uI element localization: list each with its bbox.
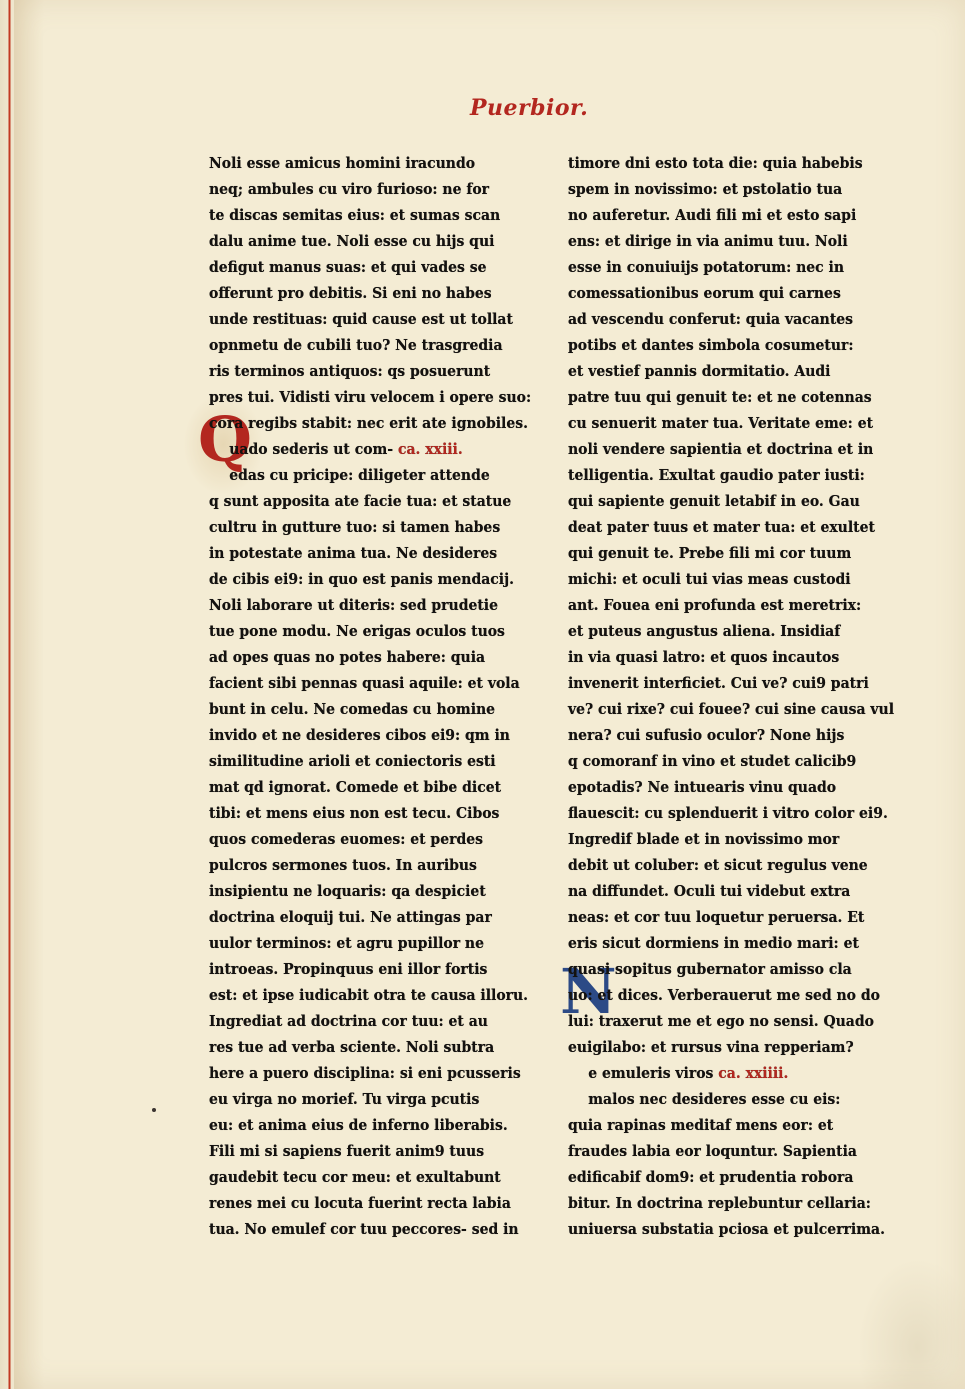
right-column-line: deat pater tuus et mater tua: et exultet (568, 518, 875, 536)
left-column-line: insipientu ne loquaris: qa despiciet (209, 882, 486, 900)
left-column-line: offerunt pro debitis. Si eni no habes (209, 284, 492, 302)
left-column-line: cora regibs stabit: nec erit ate ignobiles. (209, 414, 528, 432)
right-column-line: edificabif dom9: et prudentia robora (568, 1168, 854, 1186)
left-column-line: res tue ad verba sciente. Noli subtra (209, 1038, 495, 1056)
illuminated-initial-q: Q (198, 403, 253, 476)
left-column-line: pulcros sermones tuos. In auribus (209, 856, 477, 874)
left-column-line: facient sibi pennas quasi aquile: et vola (209, 674, 520, 692)
right-column-line: Ingredif blade et in novissimo mor (568, 830, 840, 848)
right-column-line: quia rapinas meditaf mens eor: et (568, 1116, 834, 1134)
right-column-line: noli vendere sapientia et doctrina et in (568, 440, 874, 458)
right-column-line: lui: traxerut me et ego no sensi. Quado (568, 1012, 874, 1030)
left-column-line: mat qd ignorat. Comede et bibe dicet (209, 778, 502, 796)
right-column-line: nera? cui sufusio oculor? None hijs (568, 726, 845, 744)
left-column-line: invido et ne desideres cibos ei9: qm in (209, 726, 510, 744)
left-column-line: ris terminos antiquos: qs posuerunt (209, 362, 491, 380)
right-column-line: no auferetur. Audi fili mi et esto sapi (568, 206, 857, 224)
left-column-line: est: et ipse iudicabit otra te causa illoru. (209, 986, 529, 1004)
left-column-line: uado sederis ut com- ca. xxiii. (229, 440, 463, 458)
left-column-line: similitudine arioli et coniectoris esti (209, 752, 496, 770)
right-column-line: potibs et dantes simbola cosumetur: (568, 336, 854, 354)
right-column-line: fraudes labia eor loquntur. Sapientia (568, 1142, 857, 1160)
right-column-line: ant. Fouea eni profunda est meretrix: (568, 596, 862, 614)
left-column-line: Ingrediat ad doctrina cor tuu: et au (209, 1012, 488, 1030)
right-column-line: esse in conuiuijs potatorum: nec in (568, 258, 844, 276)
right-column-line: malos nec desideres esse cu eis: (588, 1090, 841, 1108)
right-column-line: in via quasi latro: et quos incautos (568, 648, 840, 666)
right-column-line: qui sapiente genuit letabif in eo. Gau (568, 492, 860, 510)
right-text-column (568, 150, 895, 1242)
running-head: Puerbior. (470, 95, 589, 121)
left-column-line: introeas. Propinquus eni illor fortis (209, 960, 488, 978)
left-column-line: renes mei cu locuta fuerint recta labia (209, 1194, 511, 1212)
left-column-line: neq; ambules cu viro furioso: ne for (209, 180, 490, 198)
left-column-line: uulor terminos: et agru pupillor ne (209, 934, 484, 952)
ink-mark (152, 1108, 156, 1112)
left-column-line: Noli esse amicus homini iracundo (209, 154, 476, 172)
left-column-line: te discas semitas eius: et sumas scan (209, 206, 501, 224)
left-column-line: edas cu pricipe: diligeter attende (229, 466, 490, 484)
right-column-line: euigilabo: et rursus vina repperiam? (568, 1038, 854, 1056)
right-column-line: ens: et dirige in via animu tuu. Noli (568, 232, 848, 250)
right-column-line: invenerit interficiet. Cui ve? cui9 patri (568, 674, 869, 692)
illuminated-initial-n: N (560, 955, 617, 1028)
left-column-line: eu: et anima eius de inferno liberabis. (209, 1116, 508, 1134)
left-column-line: in potestate anima tua. Ne desideres (209, 544, 498, 562)
right-column-line: timore dni esto tota die: quia habebis (568, 154, 863, 172)
left-column-line: cultru in gutture tuo: si tamen habes (209, 518, 501, 536)
right-column-line: quasi sopitus gubernator amisso cla (568, 960, 852, 978)
right-column-line: e emuleris viros ca. xxiiii. (588, 1064, 789, 1082)
right-column-line: telligentia. Exultat gaudio pater iusti: (568, 466, 865, 484)
left-column-line: tue pone modu. Ne erigas oculos tuos (209, 622, 505, 640)
right-column-line: eris sicut dormiens in medio mari: et (568, 934, 859, 952)
right-column-line: patre tuu qui genuit te: et ne cotennas (568, 388, 872, 406)
right-column-line: spem in novissimo: et pstolatio tua (568, 180, 843, 198)
left-column-line: bunt in celu. Ne comedas cu homine (209, 700, 496, 718)
right-column-line: cu senuerit mater tua. Veritate eme: et (568, 414, 874, 432)
left-column-line: tibi: et mens eius non est tecu. Cibos (209, 804, 500, 822)
right-column-line: uniuersa substatia pciosa et pulcerrima. (568, 1220, 885, 1238)
binding-edge (0, 0, 14, 1389)
left-column-line: defigut manus suas: et qui vades se (209, 258, 487, 276)
left-column-line: unde restituas: quid cause est ut tollat (209, 310, 513, 328)
right-column-line: bitur. In doctrina replebuntur cellaria: (568, 1194, 871, 1212)
right-column-line: q comoranf in vino et studet calicib9 (568, 752, 857, 770)
left-column-line: tua. No emulef cor tuu peccores- sed in (209, 1220, 519, 1238)
left-column-line: ad opes quas no potes habere: quia (209, 648, 486, 666)
left-column-line: doctrina eloquij tui. Ne attingas par (209, 908, 492, 926)
left-column-line: Noli laborare ut diteris: sed prudetie (209, 596, 499, 614)
left-text-column (209, 150, 532, 1242)
right-column-line: ve? cui rixe? cui fouee? cui sine causa vul (568, 700, 895, 718)
left-column-line: here a puero disciplina: si eni pcusseris (209, 1064, 521, 1082)
right-column-line: qui genuit te. Prebe fili mi cor tuum (568, 544, 852, 562)
chapter-rubric: ca. xxiiii. (718, 1064, 789, 1082)
left-column-line: quos comederas euomes: et perdes (209, 830, 483, 848)
left-column-line: de cibis ei9: in quo est panis mendacij. (209, 570, 515, 588)
chapter-rubric: ca. xxiii. (397, 440, 463, 458)
right-column-line: ad vescendu conferut: quia vacantes (568, 310, 854, 328)
left-column-line: opnmetu de cubili tuo? Ne trasgredia (209, 336, 503, 354)
right-column-line: michi: et oculi tui vias meas custodi (568, 570, 851, 588)
left-column-line: Fili mi si sapiens fuerit anim9 tuus (209, 1142, 485, 1160)
right-column-line: flauescit: cu splenduerit i vitro color ei9. (568, 804, 888, 822)
right-column-line: et puteus angustus aliena. Insidiaf (568, 622, 841, 640)
left-column-line: dalu anime tue. Noli esse cu hijs qui (209, 232, 495, 250)
left-column-line: pres tui. Vidisti viru velocem i opere suo: (209, 388, 532, 406)
left-column-line: gaudebit tecu cor meu: et exultabunt (209, 1168, 501, 1186)
left-column-line: eu virga no morief. Tu virga pcutis (209, 1090, 480, 1108)
left-column-line: q sunt apposita ate facie tua: et statue (209, 492, 512, 510)
right-column-line: epotadis? Ne intuearis vinu quado (568, 778, 837, 796)
right-column-line: et vestief pannis dormitatio. Audi (568, 362, 831, 380)
right-column-line: comessationibus eorum qui carnes (568, 284, 841, 302)
right-column-line: neas: et cor tuu loquetur peruersa. Et (568, 908, 865, 926)
right-column-line: uo: et dices. Verberauerut me sed no do (568, 986, 880, 1004)
right-column-line: na diffundet. Oculi tui videbut extra (568, 882, 851, 900)
right-column-line: debit ut coluber: et sicut regulus vene (568, 856, 868, 874)
